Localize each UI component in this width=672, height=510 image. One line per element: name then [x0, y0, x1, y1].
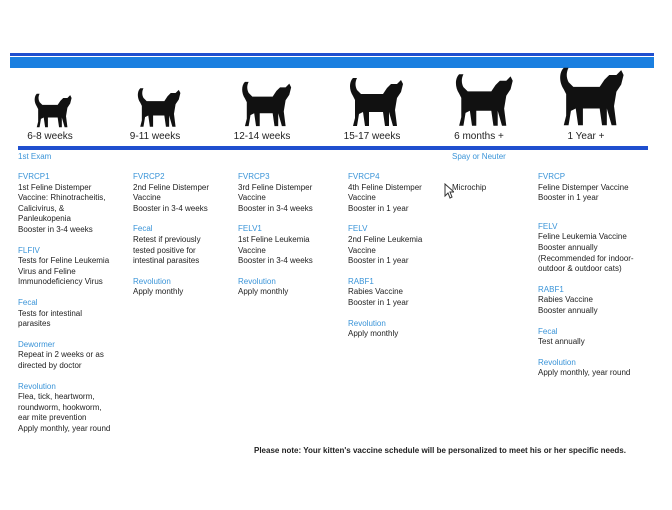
- schedule-item: [348, 277, 422, 309]
- cat-silhouette-icon: [547, 63, 626, 130]
- item-detail: Tests for Feline Leukemia: [18, 256, 110, 266]
- item-detail: Vaccine: [133, 193, 161, 203]
- age-label: 6 months +: [454, 131, 504, 142]
- milestone-first-exam: 1st Exam: [18, 152, 52, 161]
- age-label: 9-11 weeks: [129, 131, 181, 142]
- item-title: FELV: [348, 224, 368, 234]
- item-detail: parasites: [18, 319, 51, 329]
- item-detail: Apply monthly, year round: [538, 368, 631, 378]
- item-detail: ear mite prevention: [18, 413, 87, 423]
- schedule-item: [538, 222, 634, 275]
- age-column-header: [115, 85, 195, 142]
- item-detail: Booster annually: [538, 242, 598, 252]
- item-detail: Vaccine: [348, 193, 376, 203]
- schedule-item: [348, 172, 422, 214]
- item-detail: Booster in 1 year: [348, 256, 409, 266]
- item-title: Fecal: [538, 326, 558, 336]
- cat-silhouette-icon: [129, 85, 182, 130]
- item-detail: Booster in 1 year: [538, 193, 599, 203]
- cat-silhouette-icon: [232, 78, 293, 130]
- age-column-header: [332, 74, 412, 142]
- item-detail: 3rd Feline Distemper: [238, 182, 313, 192]
- cat-silhouette-icon: [339, 74, 405, 130]
- schedule-column: [18, 172, 110, 444]
- item-detail: Panleukopenia: [18, 214, 71, 224]
- item-title: FVRCP1: [18, 172, 50, 181]
- item-detail: Tests for intestinal: [18, 308, 83, 318]
- cat-silhouette-icon: [27, 91, 73, 130]
- item-detail: Vaccine: Rhinotracheitis,: [18, 193, 106, 203]
- item-title: Revolution: [238, 276, 276, 286]
- schedule-item: [538, 172, 634, 204]
- item-detail: Feline Leukemia Vaccine: [538, 232, 627, 242]
- item-detail: Rabies Vaccine: [348, 287, 403, 297]
- item-title: FELV: [538, 221, 558, 231]
- item-title: Revolution: [348, 318, 386, 328]
- item-detail: Retest if previously: [133, 234, 201, 244]
- item-detail: Apply monthly: [348, 329, 399, 339]
- age-label: 15-17 weeks: [343, 131, 401, 142]
- age-label: 6-8 weeks: [27, 131, 73, 142]
- item-detail: intestinal parasites: [133, 256, 200, 266]
- item-detail: Immunodeficiency Virus: [18, 277, 103, 287]
- schedule-item: [238, 172, 313, 214]
- item-detail: outdoor & outdoor cats): [538, 264, 622, 274]
- item-detail: roundworm, hookworm,: [18, 402, 102, 412]
- item-detail: Vaccine: [348, 245, 376, 255]
- schedule-item: [348, 319, 422, 340]
- item-title: Revolution: [18, 381, 56, 391]
- item-detail: Vaccine: [238, 193, 266, 203]
- top-thin-rule: [10, 53, 654, 56]
- item-detail: Feline Distemper Vaccine: [538, 182, 629, 192]
- item-detail: 1st Feline Distemper: [18, 182, 92, 192]
- schedule-column: [348, 172, 422, 350]
- personalization-note: Please note: Your kitten's vaccine schedule will be personalized to meet his or her specific needs.: [254, 446, 626, 455]
- schedule-item: [538, 358, 634, 379]
- schedule-column: [133, 172, 209, 308]
- age-column-header: [10, 91, 90, 142]
- schedule-item: [538, 285, 634, 317]
- item-title: Fecal: [133, 224, 153, 234]
- item-detail: Apply monthly: [238, 287, 289, 297]
- schedule-item: [348, 224, 422, 266]
- item-detail: Booster in 3-4 weeks: [133, 203, 208, 213]
- schedule-column: [238, 172, 313, 308]
- item-title: Revolution: [133, 276, 171, 286]
- item-detail: Booster annually: [538, 305, 598, 315]
- item-detail: 2nd Feline Distemper: [133, 182, 210, 192]
- item-detail: Booster in 3-4 weeks: [18, 224, 93, 234]
- item-detail: Rabies Vaccine: [538, 295, 593, 305]
- item-detail: Apply monthly, year round: [18, 423, 111, 433]
- schedule-item: [18, 340, 110, 372]
- item-detail: 1st Feline Leukemia: [238, 234, 310, 244]
- item-title: FLFIV: [18, 245, 40, 255]
- schedule-item: [18, 298, 110, 330]
- item-detail: Booster in 3-4 weeks: [238, 256, 313, 266]
- schedule-item: [238, 277, 313, 298]
- item-title: FVRCP: [538, 172, 566, 181]
- item-title: FVRCP4: [348, 172, 380, 181]
- item-detail: 4th Feline Distemper: [348, 182, 422, 192]
- item-detail: Calicivirus, &: [18, 203, 65, 213]
- item-detail: Virus and Feline: [18, 266, 76, 276]
- age-column-header: [546, 63, 626, 142]
- item-title: Revolution: [538, 357, 576, 367]
- item-detail: Vaccine: [238, 245, 266, 255]
- header-divider: [18, 146, 648, 150]
- item-detail: tested positive for: [133, 245, 196, 255]
- item-title: RABF1: [538, 284, 564, 294]
- item-title: FVRCP3: [238, 172, 270, 181]
- item-detail: Test annually: [538, 337, 585, 347]
- schedule-item: [18, 172, 110, 236]
- age-label: 1 Year +: [567, 131, 605, 142]
- item-title: Fecal: [18, 297, 38, 307]
- item-detail: Booster in 1 year: [348, 297, 409, 307]
- schedule-item: [238, 224, 313, 266]
- item-detail: Booster in 3-4 weeks: [238, 203, 313, 213]
- item-title: Dewormer: [18, 339, 55, 349]
- item-title: FELV1: [238, 224, 262, 234]
- microchip-label: Microchip: [452, 183, 487, 192]
- item-detail: Booster in 1 year: [348, 203, 409, 213]
- item-detail: Flea, tick, heartworm,: [18, 392, 95, 402]
- item-detail: directed by doctor: [18, 360, 82, 370]
- schedule-item: [133, 172, 209, 214]
- schedule-item: [133, 277, 209, 298]
- age-label: 12-14 weeks: [233, 131, 291, 142]
- schedule-item: [18, 246, 110, 288]
- age-column-header: [222, 78, 302, 142]
- item-detail: (Recommended for indoor-: [538, 253, 634, 263]
- cat-silhouette-icon: [444, 70, 515, 130]
- age-column-header: [439, 70, 519, 142]
- milestone-spay-neuter: Spay or Neuter: [452, 152, 506, 161]
- item-detail: 2nd Feline Leukemia: [348, 234, 423, 244]
- item-detail: Repeat in 2 weeks or as: [18, 350, 104, 360]
- item-title: RABF1: [348, 276, 374, 286]
- item-title: FVRCP2: [133, 172, 165, 181]
- schedule-item: [538, 327, 634, 348]
- item-detail: Apply monthly: [133, 287, 184, 297]
- schedule-item: [133, 224, 209, 266]
- schedule-column: [538, 172, 634, 389]
- schedule-item: [18, 382, 110, 435]
